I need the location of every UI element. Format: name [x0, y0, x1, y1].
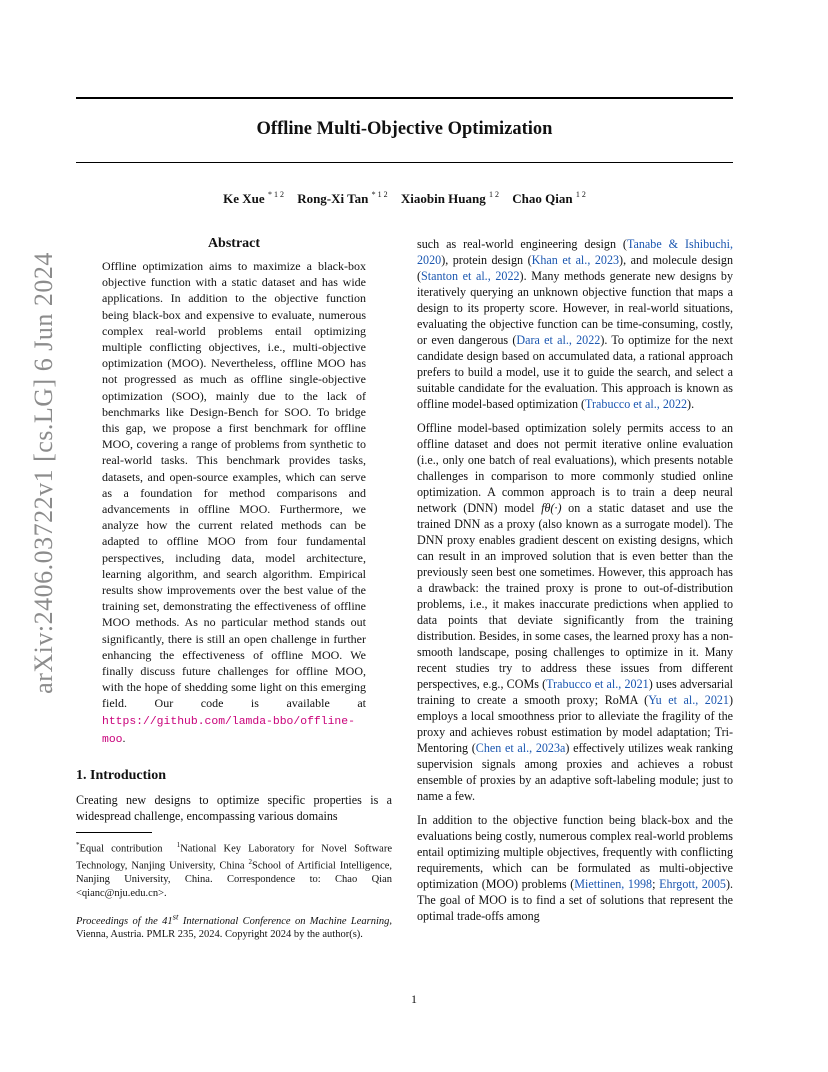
left-column: [76, 236, 392, 942]
code-link[interactable]: https://github.com/lamda-bbo/offline-moo: [102, 715, 355, 746]
title-rule-bottom: [76, 162, 733, 163]
citation-link[interactable]: Yu et al., 2021: [648, 693, 729, 707]
author-list: [76, 191, 733, 207]
citation-link[interactable]: Ehrgott, 2005: [659, 877, 726, 891]
right-column: [417, 236, 733, 932]
citation-link[interactable]: Trabucco et al., 2022: [585, 397, 688, 411]
intro-paragraph-3: In addition to the objective function being black-box and the evaluations being costly, numerous complex real-world problems entail optimizing multiple objectives, frequently with conflicting requirements, which can be formulated as multi-objective optimization (MOO) problems (Miettinen, 1998; Ehrgott, 2005). The goal of MOO is to find a set of solutions that represent the optimal trade-offs among: [417, 813, 733, 923]
citation-link[interactable]: Miettinen, 1998: [574, 877, 653, 891]
author-3: Xiaobin Huang $^{1 2}$: [400, 190, 500, 207]
paper-title: Offline Multi-Objective Optimization: [256, 119, 553, 139]
abstract-text: Offline optimization aims to maximize a black-box objective function with a static dataset and has wide applications. In addition to the objective function being black-box and expensive to evaluate, numerous complex real-world problems entail optimizing multiple conflicting objectives, i.e., multi-objective optimization (MOO). Nevertheless, offline MOO has not progressed as much as offline single-objective optimization (SOO), mainly due to the lack of benchmarks like Design-Bench for SOO. To bridge this gap, we propose a first benchmark for offline MOO, covering a range of problems from synthetic to real-world tasks. This benchmark provides tasks, datasets, and open-source examples, which can serve as a foundation for method comparisons and advancements in offline MOO. Furthermore, we analyze how the current related methods can be adapted to offline MOO from four fundamental perspectives, including data, model architecture, learning algorithm, and search algorithm. Empirical results show improvements over the best value of the training set, demonstrating the effectiveness of offline MOO methods. As no particular method stands out significantly, there is still an open challenge in further enhancing the effectiveness of offline MOO. We finally discuss future challenges for offline MOO, with the hope of shedding some light on this emerging field. Our code is available at https://github.com/lamda-bbo/offline-moo.: [102, 259, 366, 746]
citation-link[interactable]: Trabucco et al., 2021: [546, 677, 649, 691]
citation-link[interactable]: Dara et al., 2022: [516, 333, 601, 347]
citation-link[interactable]: Tanabe & Ishibuchi, 2020: [417, 237, 733, 267]
citation-link[interactable]: Stanton et al., 2022: [421, 269, 520, 283]
footnote-divider: [76, 832, 152, 833]
proceedings-note: Proceedings of the 41st International Conference on Machine Learning, Vienna, Austria. PMLR 235, 2024. Copyright 2024 by the author(s).: [76, 911, 392, 941]
page-number: 1: [411, 992, 417, 1006]
intro-paragraph-2: Offline model-based optimization solely permits access to an offline dataset and does not permit iterative online evaluation (i.e., only one batch of real evaluations), which presents notable challenges in comparison to more commonly studied online optimization. A common approach is to train a deep neural network (DNN) model fθ(·) on a static dataset and use the trained DNN as a proxy (also known as a surrogate model). The DNN proxy enables gradient descent on existing designs, which can result in an improved solution that is even better than the previously seen best one sometimes. However, this approach has a drawback: the trained proxy is prone to out-of-distribution problems, i.e., it makes inaccurate predictions when applied to data points that deviate significantly from the training distribution. Besides, in some cases, the learned proxy has a non-smooth landscape, posing challenges to optimize in it. Many recent studies try to address these issues from different perspectives, e.g., COMs (Trabucco et al., 2021) uses adversarial training to create a smooth proxy; RoMA (Yu et al., 2021) employs a local smoothness prior to alleviate the fragility of the proxy and achieves robust estimation by model adaptation; Tri-Mentoring (Chen et al., 2023a) effectively utilizes weak ranking supervision signals among proxies and achieves a robust ensemble of proxies by an adaptive soft-labeling module; just to name a few.: [417, 421, 734, 803]
introduction-heading: 1. Introduction: [76, 768, 166, 784]
affiliation-footnote: *Equal contribution $^1$National Key Laboratory for Novel Software Technology, Nanjing University, China $^2$School of Artificial Intelligence, Nanjing University, China. Correspondence to: Chao Qian <qianc@nju.edu.cn>.: [76, 841, 393, 899]
intro-paragraph-continued: such as real-world engineering design (Tanabe & Ishibuchi, 2020), protein design (Khan et al., 2023), and molecule design (Stanton et al., 2022). Many methods generate new designs by iteratively querying an unknown objective function that maps a design to its property score. However, in real-world situations, evaluating the objective function can be time-consuming, costly, or even dangerous (Dara et al., 2022). To optimize for the next candidate design based on accumulated data, a rational approach prefers to build a model, use it to guide the search, and select a suitable candidate for the evaluation. This approach is known as offline model-based optimization (Trabucco et al., 2022).: [417, 237, 733, 411]
citation-link[interactable]: Chen et al., 2023a: [475, 741, 566, 755]
author-4: Chao Qian $^{1 2}$: [512, 190, 586, 207]
proxy-model-formula: fθ(·): [541, 501, 562, 515]
citation-link[interactable]: Khan et al., 2023: [531, 253, 620, 267]
author-1: Ke Xue $^{* 1 2}$: [223, 190, 284, 207]
introduction-paragraph-1: Creating new designs to optimize specific properties is a widespread challenge, encompassing various domains: [76, 793, 392, 824]
abstract-heading: Abstract: [207, 236, 261, 251]
title-rule-top: [76, 97, 733, 99]
author-2: Rong-Xi Tan $^{* 1 2}$: [297, 190, 388, 207]
